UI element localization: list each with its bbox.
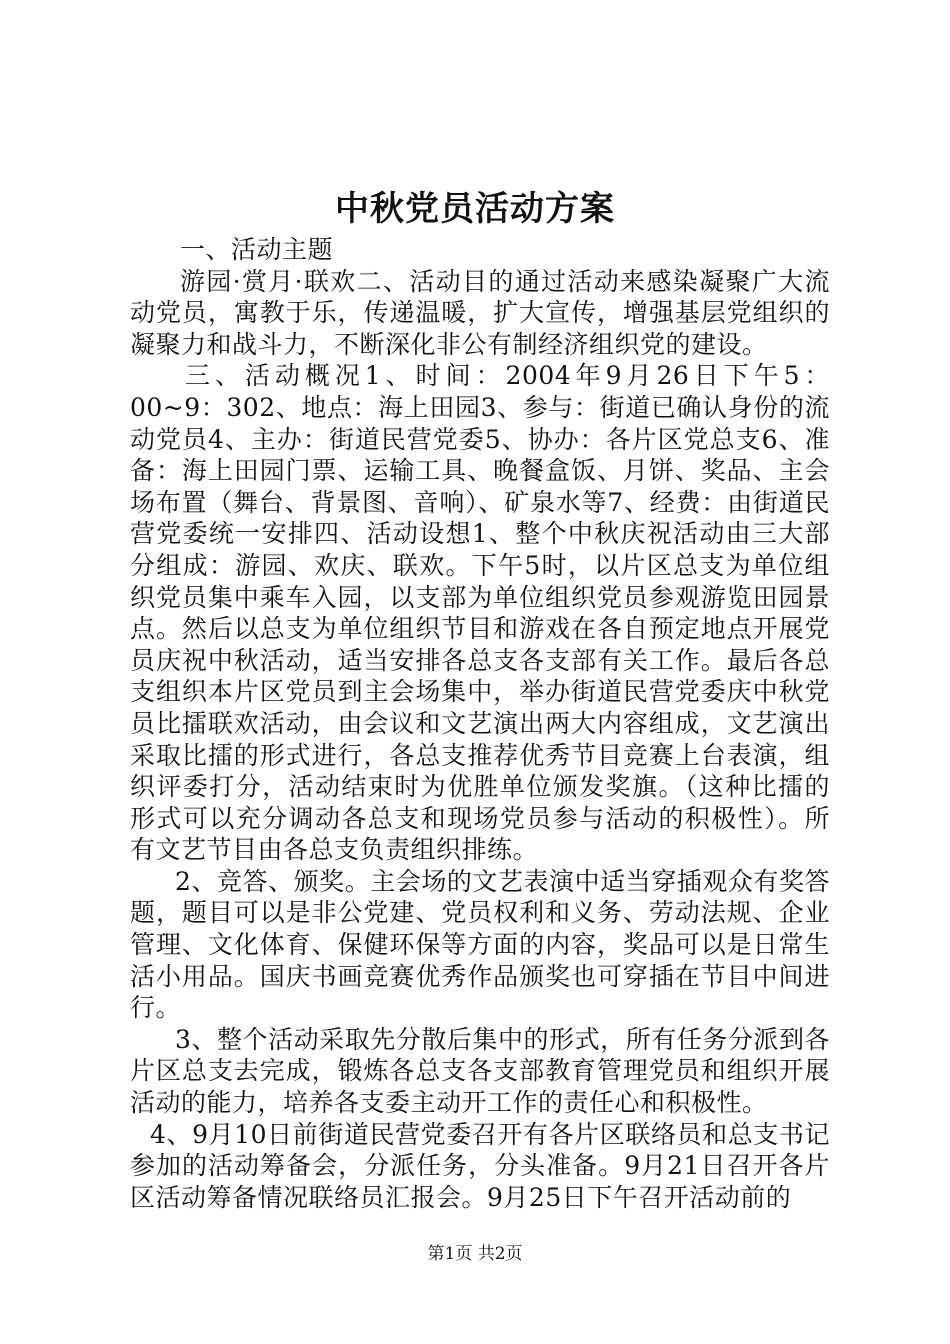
paragraph-heading-theme: 一、活动主题	[180, 235, 334, 264]
paragraph-quiz-awards: 2、竞答、颁奖。主会场的文艺表演中适当穿插观众有奖答题，题目可以是非公党建、党员权利和义务、劳动法规、企业管理、文化体育、保健环保等方面的内容，奖品可以是日常生活小用品。国庆书画竞赛优秀作品颁奖也可穿插在节目中间进行。	[130, 866, 830, 1023]
document-body	[130, 234, 830, 1213]
document-title: 中秋党员活动方案	[335, 189, 615, 229]
paragraph-format: 3、整个活动采取先分散后集中的形式，所有任务分派到各片区总支去完成，锻炼各总支各支部教育管理党员和组织开展活动的能力，培养各支委主动开工作的责任心和积极性。	[130, 1024, 830, 1118]
paragraph-overview: 三、活动概况1、时间：2004年9月26日下午5：00~9：302、地点：海上田园3、参与：街道已确认身份的流动党员4、主办：街道民营党委5、协办：各片区党总支6、准备：海上田园门票、运输工具、晚餐盒饭、月饼、奖品、主会场布置（舞台、背景图、音响）、矿泉水等7、经费：由街道民营党委统一安排四、活动设想1、整个中秋庆祝活动由三大部分组成：游园、欢庆、联欢。下午5时，以片区总支为单位组织党员集中乘车入园，以支部为单位组织党员参观游览田园景点。然后以总支为单位组织节目和游戏在各自预定地点开展党员庆祝中秋活动，适当安排各总支各支部有关工作。最后各总支组织本片区党员到主会场集中，举办街道民营党委庆中秋党员比擂联欢活动，由会议和文艺演出两大内容组成，文艺演出采取比擂的形式进行，各总支推荐优秀节目竞赛上台表演，组织评委打分，活动结束时为优胜单位颁发奖旗。（这种比擂的形式可以充分调动各总支和现场党员参与活动的积极性）。所有文艺节目由各总支负责组织排练。	[130, 361, 830, 865]
paragraph-schedule: 4、9月10日前街道民营党委召开有各片区联络员和总支书记参加的活动筹备会，分派任务，分头准备。9月21日召开各片区活动筹备情况联络员汇报会。9月25日下午召开活动前的	[130, 1119, 830, 1212]
page-number-footer: 第1页 共2页	[427, 1244, 523, 1264]
paragraph-theme-purpose: 游园·赏月·联欢二、活动目的通过活动来感染凝聚广大流动党员，寓教于乐，传递温暖，扩大宣传，增强基层党组织的凝聚力和战斗力，不断深化非公有制经济组织党的建设。	[130, 266, 830, 359]
